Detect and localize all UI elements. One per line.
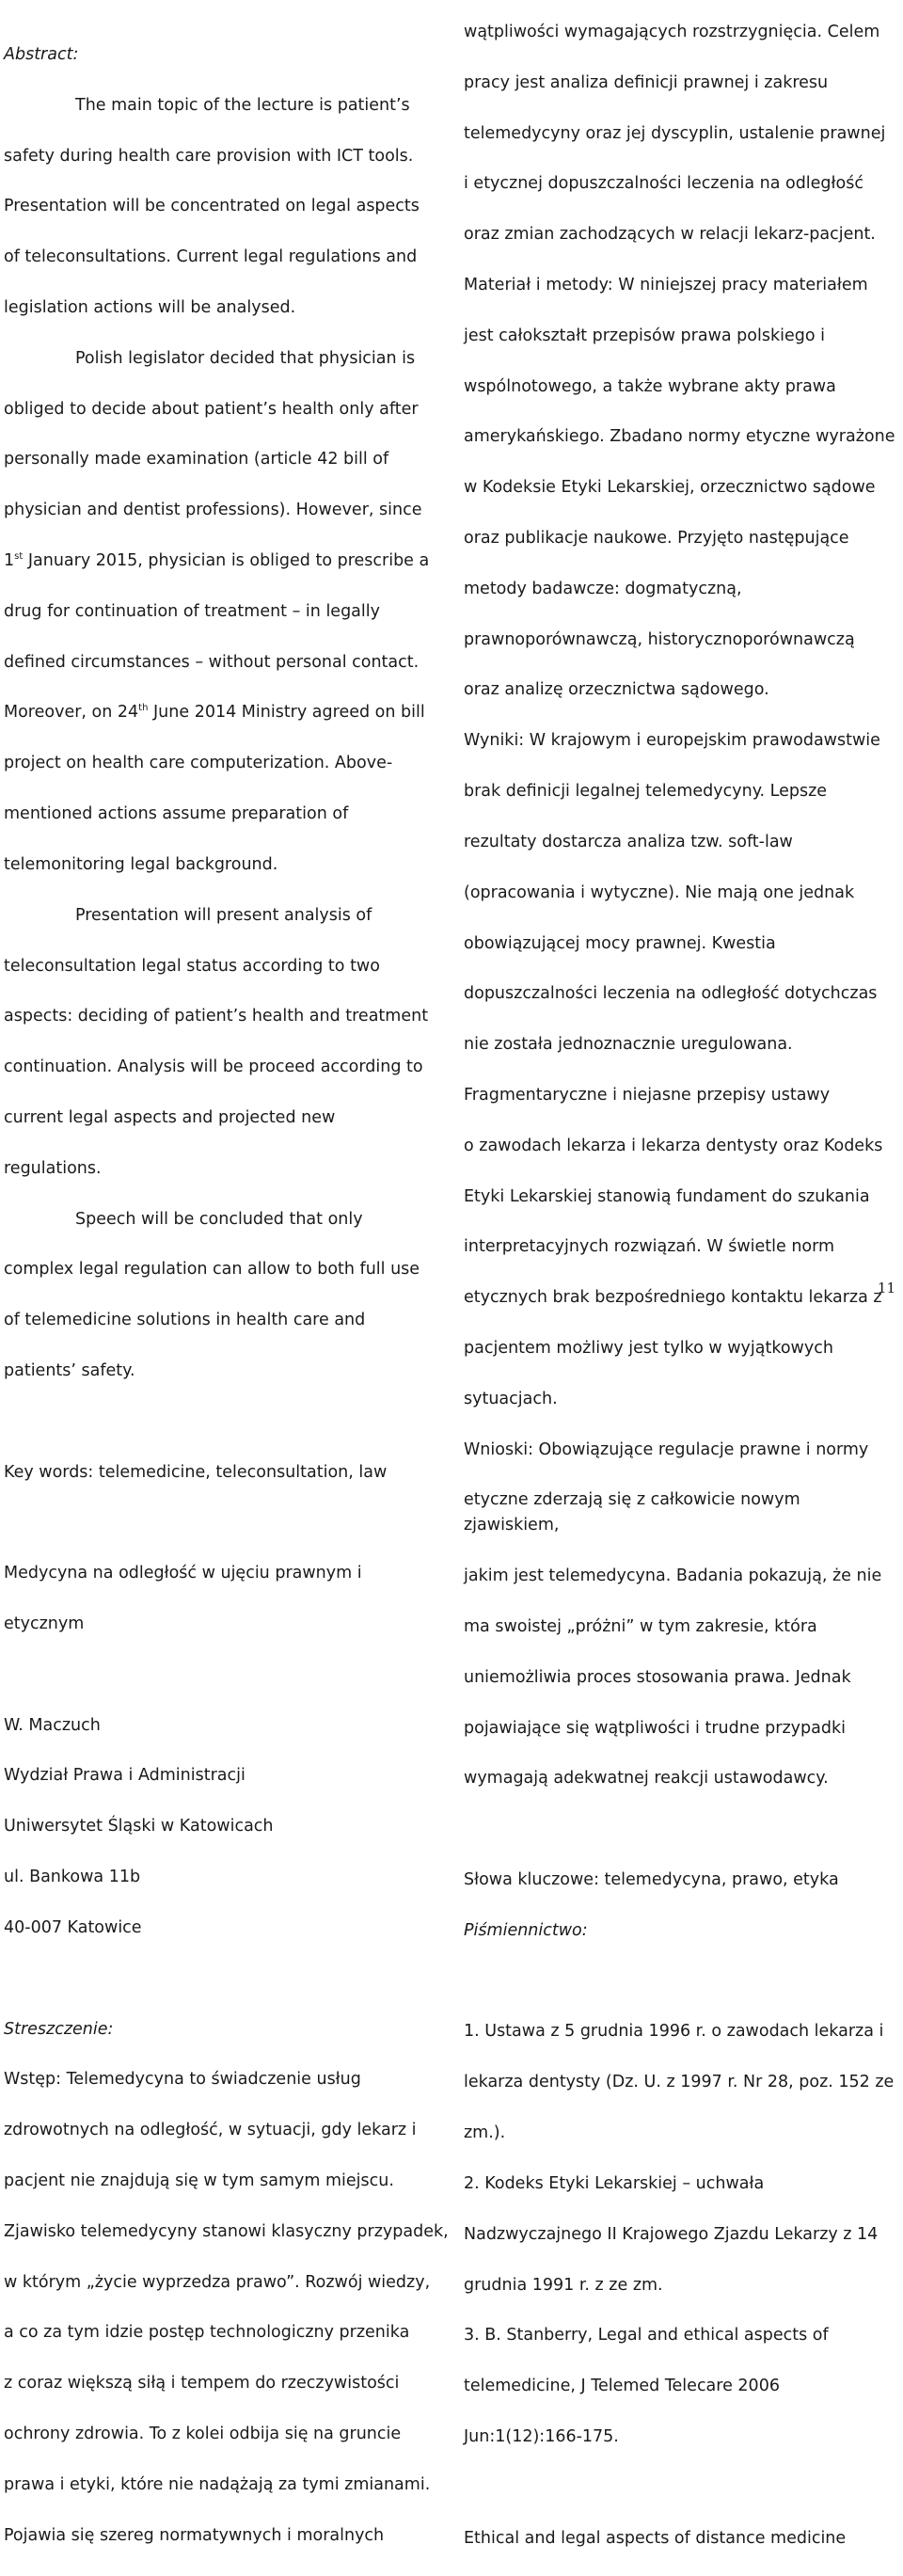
body-line: sytuacjach. [464,1389,558,1408]
body-line: pracy jest analiza definicji prawnej i zakresu [464,72,829,92]
abstract-line: complex legal regulation can allow to both full use [4,1260,420,1280]
abstract-line: patients’ safety. [4,1361,135,1381]
streszczenie-heading: Streszczenie: [4,2019,114,2039]
body-line: Etyki Lekarskiej stanowią fundament do szukania [464,1186,870,1206]
left-column [4,17,453,2573]
streszczenie-line: Pojawia się szereg normatywnych i moralnych [4,2525,385,2545]
abstract-line: of telemedicine solutions in health care and [4,1311,366,1330]
abstract-line: project on health care computerization. Above- [4,754,393,773]
reference-line: lekarza dentysty (Dz. U. z 1997 r. Nr 28, poz. 152 ze [464,2073,895,2092]
body-line: Wyniki: W krajowym i europejskim prawodawstwie [464,731,880,751]
body-line: Materiał i metody: W niniejszej pracy materiałem [464,275,868,294]
abstract-line: personally made examination (article 42 bill of [4,450,389,469]
body-line: etyczne zderzają się z całkowicie nowym zjawiskiem, [464,1490,800,1535]
body-line: pojawiające się wątpliwości i trudne przypadki [464,1718,846,1738]
abstract-line: current legal aspects and projected new [4,1107,336,1127]
abstract-line: of teleconsultations. Current legal regulations and [4,247,418,267]
affiliation: Uniwersytet Śląski w Katowicach [4,1817,274,1837]
body-line: oraz analizę orzecznictwa sądowego. [464,680,769,700]
reference-line: 1. Ustawa z 5 grudnia 1996 r. o zawodach lekarza i [464,2022,884,2042]
abstract-line: Speech will be concluded that only [75,1209,363,1229]
affiliation: ul. Bankowa 11b [4,1868,141,1887]
abstract-line: continuation. Analysis will be proceed according to [4,1057,423,1077]
body-line: interpretacyjnych rozwiązań. W świetle norm [464,1237,835,1257]
abstract-line: mentioned actions assume preparation of [4,804,349,824]
abstract-line: teleconsultation legal status according to two [4,956,380,976]
abstract-line: Polish legislator decided that physician is [75,348,416,368]
body-line: pacjentem możliwy jest tylko w wyjątkowych [464,1339,833,1359]
body-line: jest całokształt przepisów prawa polskiego i [464,326,825,345]
body-line: (opracowania i wytyczne). Nie mają one jednak [464,883,855,902]
streszczenie-line: Zjawisko telemedycyny stanowi klasyczny przypadek, [4,2221,449,2241]
abstract-line: 1st January 2015, physician is obliged to prescribe a [4,551,430,571]
body-line: ma swoistej „próżni” w tym zakresie, która [464,1617,817,1636]
keywords-pl: Słowa kluczowe: telemedycyna, prawo, etyka [464,1870,839,1890]
body-line: wspólnotowego, a także wybrane akty prawa [464,376,836,396]
body-line: wymagają adekwatnej reakcji ustawodawcy. [464,1769,829,1789]
abstract-line: physician and dentist professions). However, since [4,501,422,520]
streszczenie-line: prawa i etyki, które nie nadążają za tymi zmianami. [4,2474,431,2494]
polish-title: Medycyna na odległość w ujęciu prawnym i [4,1564,362,1583]
references-heading: Piśmiennictwo: [464,1920,588,1940]
streszczenie-line: pacjent nie znajdują się w tym samym miejscu. [4,2171,394,2190]
streszczenie-line: z coraz większą siłą i tempem do rzeczywistości [4,2374,400,2393]
affiliation: Wydział Prawa i Administracji [4,1766,246,1786]
body-line: oraz zmian zachodzących w relacji lekarz-pacjent. [464,225,876,245]
body-line: telemedycyny oraz jej dyscyplin, ustalenie prawnej [464,123,886,143]
body-line: prawnoporównawczą, historycznoporównawczą [464,629,855,649]
body-line: Wnioski: Obowiązujące regulacje prawne i normy [464,1439,869,1459]
abstract-line: telemonitoring legal background. [4,854,278,874]
abstract-line: aspects: deciding of patient’s health and treatment [4,1007,429,1026]
streszczenie-line: a co za tym idzie postęp technologiczny przenika [4,2323,410,2343]
reference-line: Jun:1(12):166-175. [464,2426,619,2446]
body-line: uniemożliwia proces stosowania prawa. Jednak [464,1667,851,1687]
abstract-line: Moreover, on 24th June 2014 Ministry agreed on bill [4,703,425,723]
keywords: Key words: telemedicine, teleconsultation, law [4,1462,388,1482]
streszczenie-line: ochrony zdrowia. To z kolei odbija się na gruncie [4,2425,402,2444]
body-line: Fragmentaryczne i niejasne przepisy ustawy [464,1085,831,1105]
abstract-line: The main topic of the lecture is patient’s [75,95,410,115]
body-line: dopuszczalności leczenia na odległość dotychczas [464,984,878,1004]
affiliation: 40-007 Katowice [4,1917,142,1937]
polish-title: etycznym [4,1614,85,1634]
abstract-line: Presentation will present analysis of [75,905,372,925]
abstract-line: defined circumstances – without personal contact. [4,652,420,672]
body-line: nie została jednoznacznie uregulowana. [464,1035,793,1055]
body-line: jakim jest telemedycyna. Badania pokazują, że nie [464,1566,882,1586]
streszczenie-line: w którym „życie wyprzedza prawo”. Rozwój wiedzy, [4,2272,431,2292]
streszczenie-line: Wstęp: Telemedycyna to świadczenie usług [4,2070,361,2090]
reference-line: Nadzwyczajnego II Krajowego Zjazdu Lekarzy z 14 [464,2224,879,2244]
abstract-heading: Abstract: [4,44,79,64]
body-line: i etycznej dopuszczalności leczenia na odległość [464,174,863,194]
body-line: w Kodeksie Etyki Lekarskiej, orzecznictwo sądowe [464,478,876,498]
body-line: oraz publikacje naukowe. Przyjęto następujące [464,529,849,549]
body-line: etycznych brak bezpośredniego kontaktu lekarza z [464,1288,882,1308]
abstract-line: drug for continuation of treatment – in legally [4,601,380,621]
streszczenie-line: zdrowotnych na odległość, w sytuacji, gdy lekarz i [4,2121,417,2140]
reference-line: 3. B. Stanberry, Legal and ethical aspects of [464,2326,829,2345]
abstract-line: legislation actions will be analysed. [4,297,296,317]
author: W. Maczuch [4,1715,101,1735]
body-line: obowiązującej mocy prawnej. Kwestia [464,933,776,953]
body-line: brak definicji legalnej telemedycyny. Lepsze [464,782,828,802]
abstract-line: obliged to decide about patient’s health only after [4,399,419,419]
right-column [464,0,898,2576]
reference-line: grudnia 1991 r. z ze zm. [464,2275,663,2295]
body-line: amerykańskiego. Zbadano normy etyczne wyrażone [464,427,895,447]
page-number: 11 [877,1280,895,1296]
body-line: rezultaty dostarcza analiza tzw. soft-law [464,832,793,851]
abstract-line: regulations. [4,1158,102,1178]
reference-line: zm.). [464,2123,506,2143]
abstract-line: safety during health care provision with ICT tools. [4,146,414,166]
body-line: o zawodach lekarza i lekarza dentysty oraz Kodeks [464,1136,883,1155]
next-article-title: Ethical and legal aspects of distance medicine [464,2528,847,2548]
reference-line: 2. Kodeks Etyki Lekarskiej – uchwała [464,2173,765,2193]
reference-line: telemedicine, J Telemed Telecare 2006 [464,2377,780,2396]
body-line: metody badawcze: dogmatyczną, [464,579,742,598]
body-line: wątpliwości wymagających rozstrzygnięcia. Celem [464,22,880,41]
abstract-line: Presentation will be concentrated on legal aspects [4,197,420,216]
